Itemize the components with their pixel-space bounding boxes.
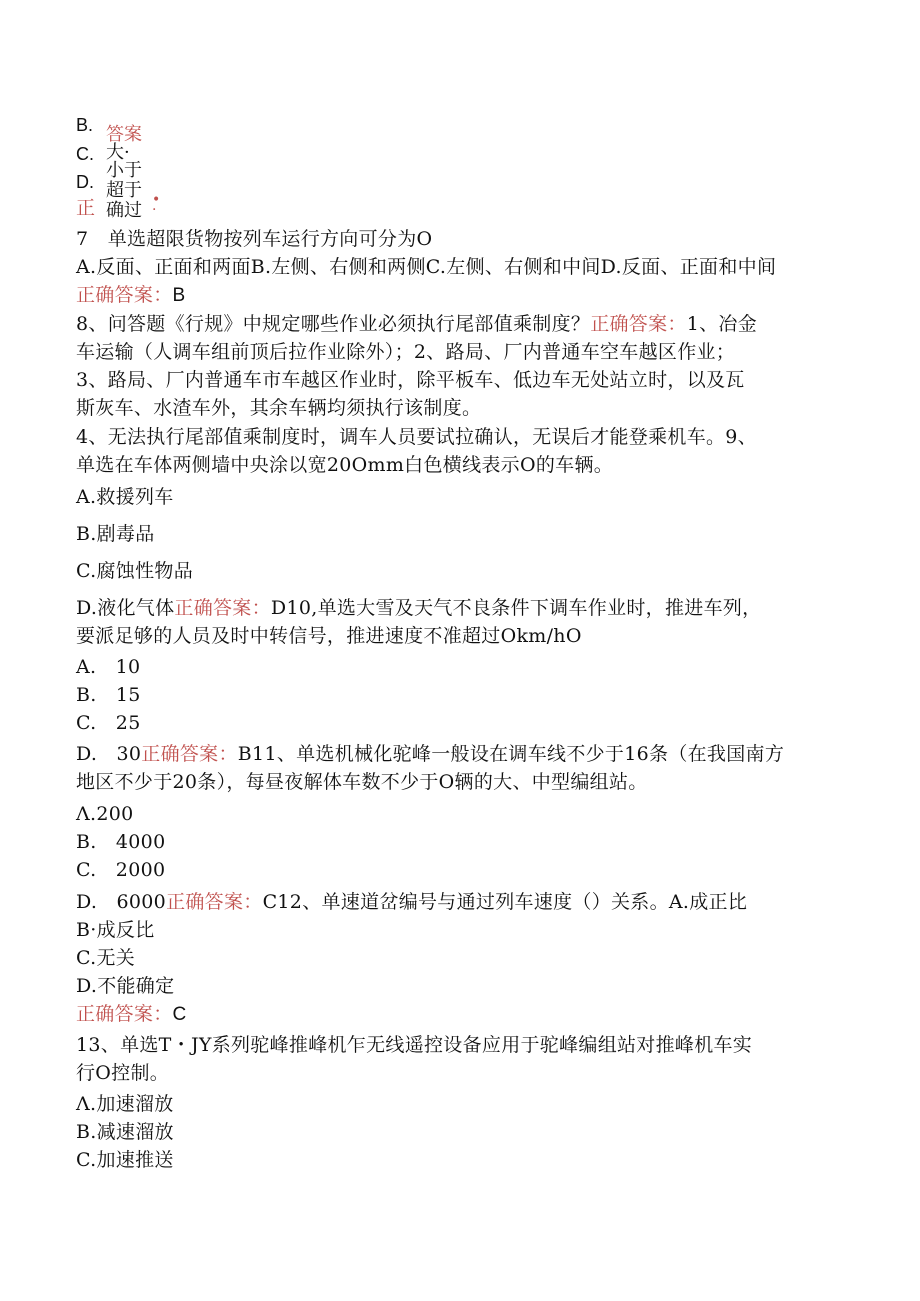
line-text: 斯灰车、水渣车外，其余车辆均须执行该制度。: [76, 397, 482, 419]
fragment-option-c: C.: [76, 144, 94, 164]
line-text: A. 10: [76, 656, 141, 678]
line-text: B.减速溜放: [76, 1121, 174, 1143]
fragment-da: 大·: [106, 142, 130, 163]
text-line: [76, 594, 761, 622]
text-line: [76, 916, 155, 944]
text-line: [76, 338, 735, 366]
line-text: 7 单选超限货物按列车运行方向可分为O: [76, 228, 433, 250]
line-text: 行O控制。: [76, 1062, 170, 1084]
text-line: [76, 768, 648, 796]
text-line: [76, 653, 140, 681]
line-text-continued: C12、单速道岔编号与通过列车速度（）关系。A.成正比: [262, 891, 748, 913]
text-line: [76, 800, 134, 828]
text-line: [76, 1118, 174, 1146]
line-text: A.反面、正面和两面B.左侧、右侧和两侧C.左侧、右侧和中间D.反面、正面和中间: [76, 256, 777, 278]
line-text-continued: 1、冶金: [686, 313, 758, 335]
line-text: C.无关: [76, 947, 136, 969]
line-text: Λ.加速溜放: [76, 1093, 174, 1115]
text-line: [76, 253, 776, 281]
text-line: [76, 423, 757, 451]
line-text: A.救援列车: [76, 486, 174, 508]
text-line: [76, 281, 186, 310]
line-text: C. 25: [76, 712, 141, 734]
fragment-zheng: 正: [76, 197, 96, 219]
fragment-option-d: D.: [76, 172, 94, 192]
fragment-da-an: 答案: [106, 124, 142, 145]
text-line: [76, 1090, 174, 1118]
line-text: B. 4000: [76, 831, 166, 853]
text-line: [76, 520, 155, 548]
correct-answer-label: 正确答案：: [590, 313, 687, 335]
text-line: [76, 740, 784, 768]
correct-answer-value: B: [172, 285, 186, 306]
text-line: [76, 451, 613, 479]
line-text: 车运输（人调车组前顶后拉作业除外）；2、路局、厂内普通车空车越区作业；: [76, 341, 736, 363]
text-line: [76, 944, 135, 972]
text-line: [76, 828, 165, 856]
text-line: [76, 394, 481, 422]
correct-answer-label: 正确答案：: [76, 1003, 173, 1025]
correct-answer-label: 正确答案：: [166, 891, 263, 913]
line-text: D.液化气体: [76, 597, 175, 619]
line-text: B. 15: [76, 684, 141, 706]
line-text: B·成反比: [76, 919, 155, 941]
line-text: C. 2000: [76, 859, 166, 881]
line-text: 地区不少于20条），每昼夜解体车数不少于O辆的大、中型编组站。: [76, 771, 648, 793]
correct-answer-value: C: [172, 1004, 187, 1025]
line-text-continued: B11、单选机械化驼峰一般设在调车线不少于16条（在我国南方: [237, 743, 785, 765]
line-text: D. 30: [76, 743, 142, 765]
text-line: [76, 681, 141, 709]
line-text: 单选在车体两侧墙中央涂以宽20Omm白色横线表示O的车辆。: [76, 454, 614, 476]
line-text: 8、问答题《行规》中规定哪些作业必须执行尾部值乘制度？: [76, 313, 591, 335]
fragment-dots: • ·: [152, 192, 161, 218]
correct-answer-label: 正确答案：: [174, 597, 271, 619]
line-text: D.不能确定: [76, 975, 175, 997]
line-text: C.加速推送: [76, 1149, 174, 1171]
text-line: [76, 310, 757, 338]
fragment-option-b: B.: [76, 115, 94, 135]
line-text: Λ.200: [76, 803, 134, 825]
line-text: 要派足够的人员及时中转信号，推进速度不准超过Okm/hO: [76, 625, 582, 647]
line-text: D. 6000: [76, 891, 167, 913]
text-line: [76, 225, 432, 253]
correct-answer-label: 正确答案：: [76, 284, 173, 306]
text-line: [76, 557, 193, 585]
text-line: [76, 972, 174, 1000]
text-line: [76, 622, 582, 650]
text-line: [76, 1000, 187, 1029]
fragment-quexiao: 确过: [106, 200, 142, 221]
fragment-xiaoyu: 小于: [106, 160, 142, 181]
line-text: 3、路局、厂内普通车市车越区作业时，除平板车、低边车无处站立时，以及瓦: [76, 369, 745, 391]
text-line: [76, 888, 747, 916]
line-text: C.腐蚀性物品: [76, 560, 194, 582]
line-text: 4、无法执行尾部值乘制度时，调车人员要试拉确认，无误后才能登乘机车。9、: [76, 426, 757, 448]
text-line: [76, 366, 745, 394]
text-line: [76, 1059, 169, 1087]
line-text: 13、单选T・JY系列驼峰推峰机乍无线遥控设备应用于驼峰编组站对推峰机车实: [76, 1034, 753, 1056]
correct-answer-label: 正确答案：: [141, 743, 238, 765]
fragment-chaoyu: 超于: [106, 180, 142, 201]
text-line: [76, 1031, 752, 1059]
line-text-continued: D10,单选大雪及天气不良条件下调车作业时，推进车列，: [270, 597, 762, 619]
text-line: [76, 709, 141, 737]
text-line: [76, 856, 165, 884]
text-line: [76, 483, 174, 511]
text-line: [76, 1146, 174, 1174]
line-text: B.剧毒品: [76, 523, 155, 545]
